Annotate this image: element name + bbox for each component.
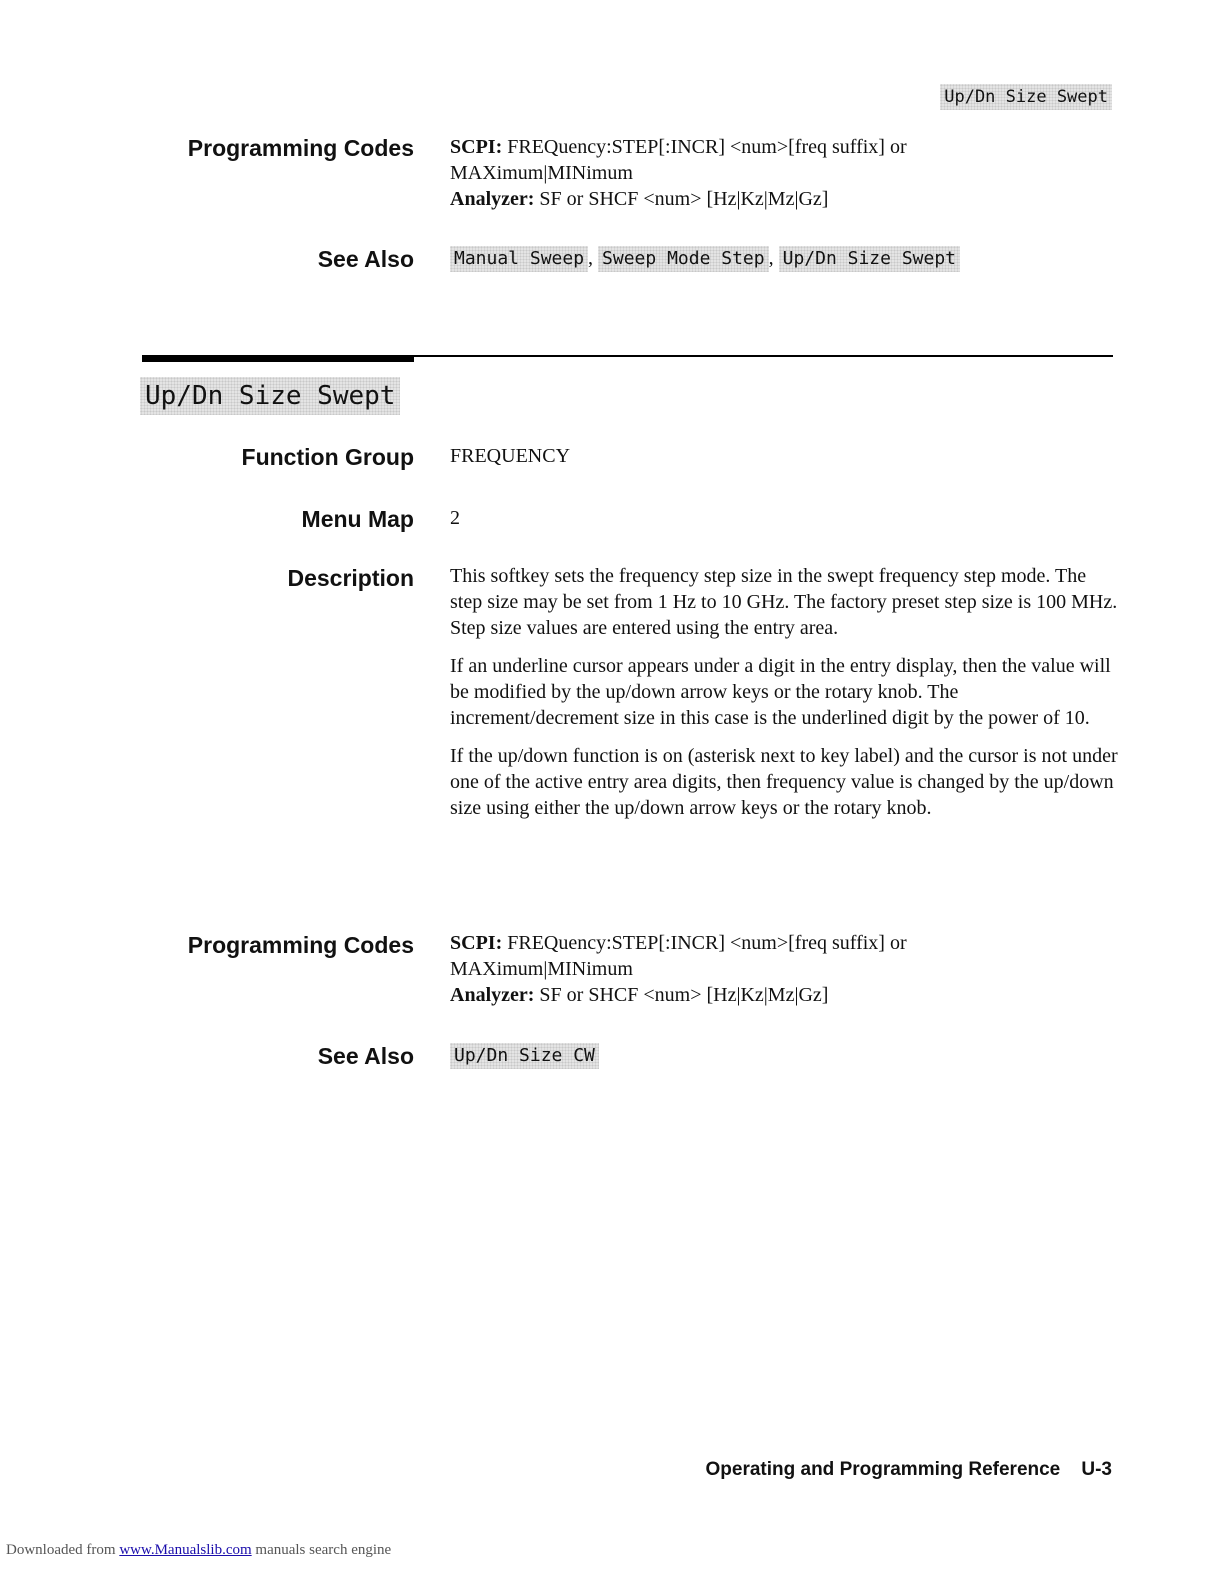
- see-also-key-manual-sweep[interactable]: Manual Sweep: [450, 246, 588, 272]
- programming-codes-label: Programming Codes: [187, 135, 414, 161]
- scpi-lead: SCPI:: [450, 932, 503, 954]
- see-also-key-sweep-mode-step[interactable]: Sweep Mode Step: [598, 246, 769, 272]
- section-divider-thick: [142, 355, 414, 362]
- running-header-key: Up/Dn Size Swept: [940, 84, 1112, 110]
- programming-codes-entry: [450, 930, 1120, 1008]
- analyzer-lead: Analyzer:: [450, 984, 535, 1006]
- download-suffix: manuals search engine: [255, 1542, 392, 1558]
- download-note: [6, 1542, 391, 1559]
- footer-page-number: U-3: [1081, 1459, 1112, 1480]
- see-also-entry: [450, 1042, 1120, 1069]
- analyzer-text: SF or SHCF <num> [Hz|Kz|Mz|Gz]: [539, 188, 829, 210]
- see-also-key-up-dn-size-cw[interactable]: Up/Dn Size CW: [450, 1043, 599, 1069]
- entry-title: Up/Dn Size Swept: [140, 377, 400, 415]
- scpi-text: FREQuency:STEP[:INCR] <num>[freq suffix] or: [507, 932, 907, 954]
- scpi-text: FREQuency:STEP[:INCR] <num>[freq suffix] or: [507, 136, 907, 158]
- description-paragraph: If the up/down function is on (asterisk next to key label) and the cursor is not under one of the active entry area digits, then frequency value is changed by the up/down size using either the up/down arrow keys or the rotary knob.: [450, 745, 1118, 819]
- description-paragraph: If an underline cursor appears under a digit in the entry display, then the value will be modified by the up/down arrow keys or the rotary knob. The increment/decrement size in this case is the underlined digit by the power of 10.: [450, 655, 1111, 729]
- see-also-top: [450, 245, 1120, 272]
- analyzer-text: SF or SHCF <num> [Hz|Kz|Mz|Gz]: [539, 984, 829, 1006]
- section-divider-thin: [414, 355, 1113, 357]
- download-prefix: Downloaded from: [6, 1542, 116, 1558]
- scpi-text-2: MAXimum|MINimum: [450, 162, 633, 184]
- see-also-separator: ,: [768, 247, 774, 269]
- description-paragraph: This softkey sets the frequency step size in the swept frequency step mode. The step size may be set from 1 Hz to 10 GHz. The factory preset step size is 100 MHz. Step size values are entered using the entry area.: [450, 565, 1118, 639]
- function-group-value: FREQUENCY: [450, 445, 571, 467]
- description-label: Description: [287, 565, 414, 591]
- see-also-separator: ,: [588, 247, 594, 269]
- menu-map-label: Menu Map: [301, 506, 414, 532]
- scpi-text-2: MAXimum|MINimum: [450, 958, 633, 980]
- analyzer-lead: Analyzer:: [450, 188, 535, 210]
- see-also-key-up-dn-size-swept[interactable]: Up/Dn Size Swept: [779, 246, 960, 272]
- see-also-label: See Also: [317, 246, 414, 272]
- menu-map-value: 2: [450, 507, 460, 529]
- programming-codes-top: [450, 134, 1120, 212]
- programming-codes-label: Programming Codes: [187, 932, 414, 958]
- description-body: [450, 563, 1120, 833]
- footer-section-title: Operating and Programming Reference: [705, 1459, 1061, 1480]
- scpi-lead: SCPI:: [450, 136, 503, 158]
- manualslib-link[interactable]: www.Manualslib.com: [119, 1542, 252, 1558]
- function-group-label: Function Group: [241, 444, 414, 470]
- page-footer: [706, 1459, 1113, 1481]
- see-also-label: See Also: [317, 1043, 414, 1069]
